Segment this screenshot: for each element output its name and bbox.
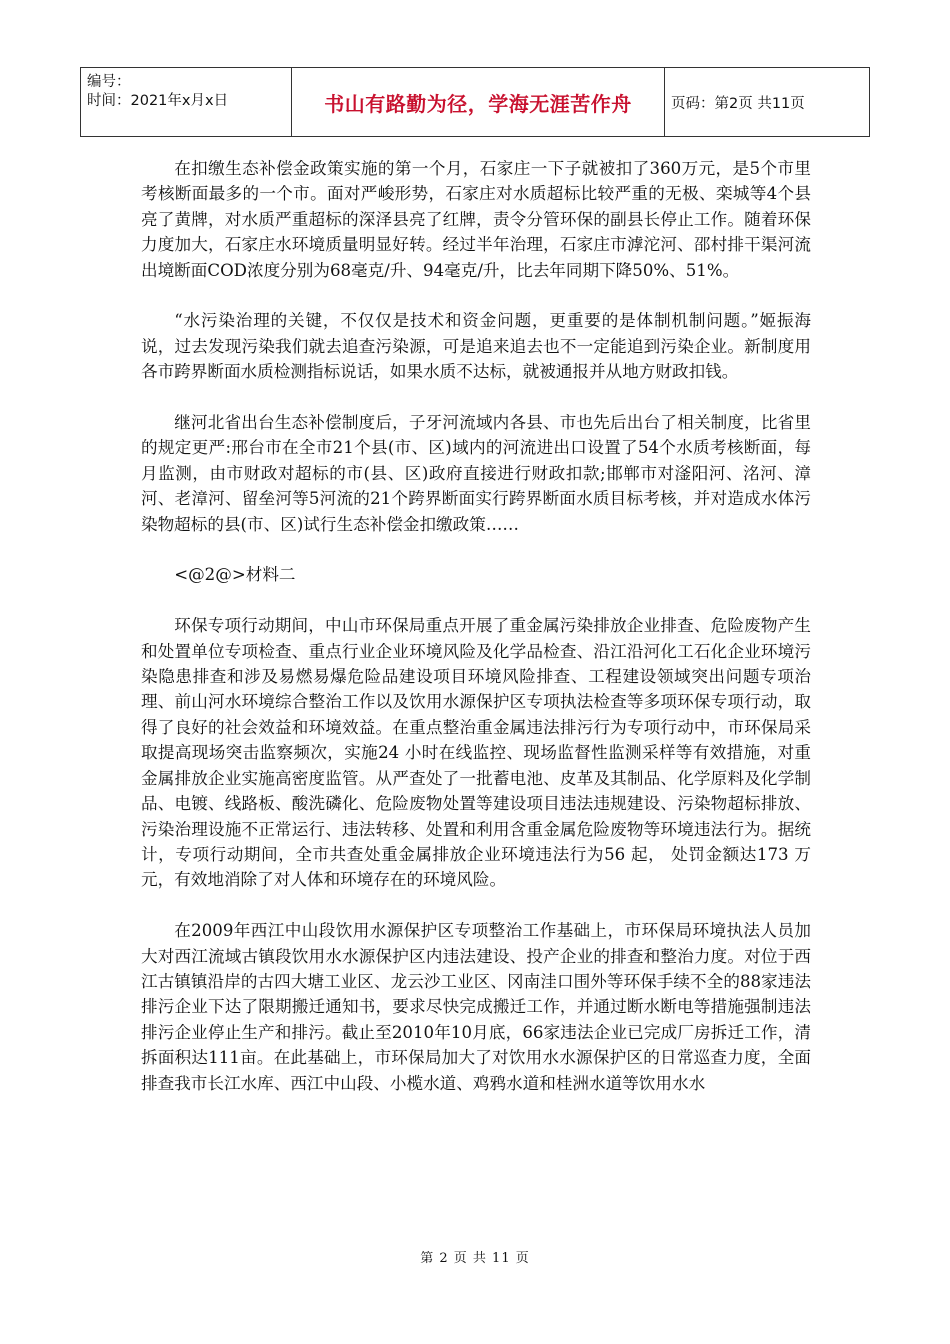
page-footer: 第 2 页 共 11 页 [420,1251,530,1266]
header-meta-cell [81,68,292,137]
document-time-label: 时间：2021年x月x日 [87,93,229,109]
header-motto: 书山有路勤为径，学海无涯苦作舟 [292,68,665,137]
document-number-label: 编号： [87,74,131,90]
body-paragraph-2: “水污染治理的关键，不仅仅是技术和资金问题，更重要的是体制机制问题。”姬振海说，过去发现污染我们就去追查污染源，可是追来追去也不一定能追到污染企业。新制度用各市跨界断面水质检测指标说话，如果水质不达标，就被通报并从地方财政扣钱。 [141,311,811,382]
body-paragraph-3: 继河北省出台生态补偿制度后，子牙河流域内各县、市也先后出台了相关制度，比省里的规定更严:邢台市在全市21个县(市、区)域内的河流进出口设置了54个水质考核断面，每月监测，由市财政对超标的市(县、区)政府直接进行财政扣款;邯郸市对滏阳河、洺河、漳河、老漳河、留垒河等5河流的21个跨界断面实行跨界断面水质目标考核，并对造成水体污染物超标的县(市、区)试行生态补偿金扣缴政策…… [141,413,811,534]
header-page-info: 页码：第2页 共11页 [665,68,870,137]
section-label-material-two: <@2@>材料二 [174,565,296,585]
body-paragraph-4: 环保专项行动期间，中山市环保局重点开展了重金属污染排放企业排查、危险废物产生和处置单位专项检查、重点行业企业环境风险及化学品检查、沿江沿河化工石化企业环境污染隐患排查和涉及易燃易爆危险品建设项目环境风险排查、工程建设领域突出问题专项治理、前山河水环境综合整治工作以及饮用水源保护区专项执法检查等多项环保专项行动，取得了良好的社会效益和环境效益。在重点整治重金属违法排污行为专项行动中，市环保局采取提高现场突击监察频次，实施24 小时在线监控、现场监督性监测采样等有效措施，对重金属排放企业实施高密度监管。从严查处了一批蓄电池、皮革及其制品、化学原料及化学制品、电镀、线路板、酸洗磷化、危险废物处置等建设项目违法违规建设、污染物超标排放、污染治理设施不正常运行、违法转移、处置和利用含重金属危险废物等环境违法行为。据统计，专项行动期间，全市共查处重金属排放企业环境违法行为56 起， 处罚金额达173 万元，有效地消除了对人体和环境存在的环境风险。 [141,616,811,890]
body-paragraph-1: 在扣缴生态补偿金政策实施的第一个月，石家庄一下子就被扣了360万元，是5个市里考核断面最多的一个市。面对严峻形势，石家庄对水质超标比较严重的无极、栾城等4个县亮了黄牌，对水质严重超标的深泽县亮了红牌，责令分管环保的副县长停止工作。随着环保力度加大，石家庄水环境质量明显好转。经过半年治理，石家庄市滹沱河、邵村排干渠河流出境断面COD浓度分别为68毫克/升、94毫克/升，比去年同期下降50%、51%。 [141,159,811,280]
document-header [80,67,870,137]
body-paragraph-5: 在2009年西江中山段饮用水源保护区专项整治工作基础上，市环保局环境执法人员加大对西江流域古镇段饮用水水源保护区内违法建设、投产企业的排查和整治力度。对位于西江古镇镇沿岸的古四大塘工业区、龙云沙工业区、冈南洼口围外等环保手续不全的88家违法排污企业下达了限期搬迁通知书，要求尽快完成搬迁工作，并通过断水断电等措施强制违法排污企业停止生产和排污。截止至2010年10月底，66家违法企业已完成厂房拆迁工作，清拆面积达111亩。在此基础上，市环保局加大了对饮用水水源保护区的日常巡查力度，全面排查我市长江水库、西江中山段、小榄水道、鸡鸦水道和桂洲水道等饮用水水 [141,921,811,1093]
document-body [141,156,811,1121]
